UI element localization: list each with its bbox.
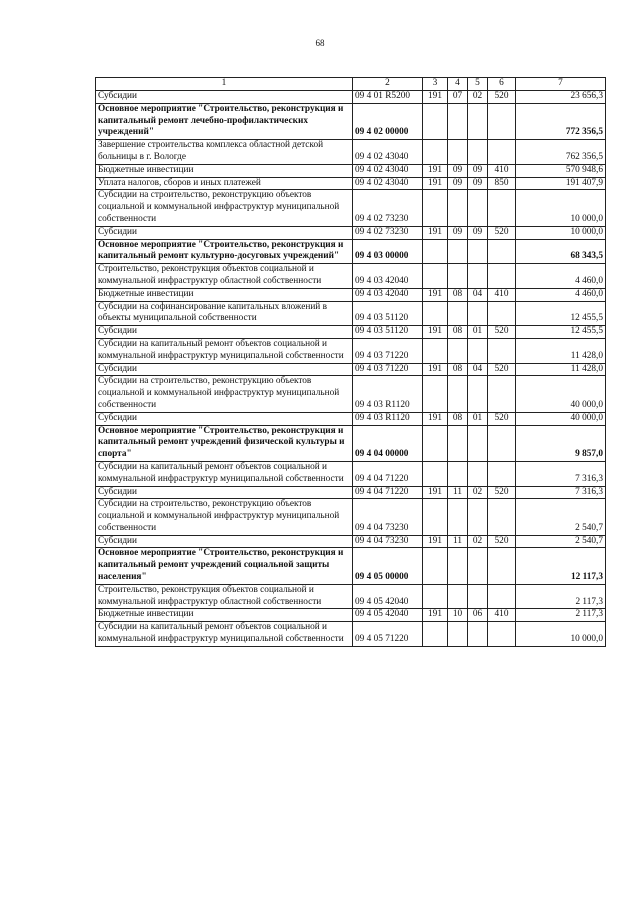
row-amount: 12 455,5 [516, 326, 606, 339]
row-subsection [468, 264, 488, 289]
row-expense-type [488, 264, 516, 289]
row-ministry: 191 [423, 91, 448, 104]
row-subsection [468, 584, 488, 609]
row-subsection [468, 301, 488, 326]
row-ministry: 191 [423, 412, 448, 425]
row-subsection [468, 622, 488, 647]
row-code: 09 4 05 00000 [353, 548, 423, 584]
row-amount: 11 428,0 [516, 363, 606, 376]
row-expense-type: 410 [488, 164, 516, 177]
row-section [448, 461, 468, 486]
row-subsection [468, 461, 488, 486]
row-ministry [423, 548, 448, 584]
row-subsection: 09 [468, 226, 488, 239]
row-code: 09 4 02 00000 [353, 103, 423, 139]
table-row [96, 177, 606, 190]
header-col-1: 1 [96, 78, 353, 91]
row-ministry: 191 [423, 535, 448, 548]
row-subsection: 02 [468, 535, 488, 548]
table-row [96, 190, 606, 226]
row-name: Субсидии на строительство, реконструкцию объектов социальной и коммунальной инфраструктур муниципальной собственности [96, 190, 353, 226]
row-section: 08 [448, 288, 468, 301]
row-expense-type [488, 376, 516, 412]
row-code: 09 4 03 42040 [353, 264, 423, 289]
row-ministry: 191 [423, 609, 448, 622]
row-section [448, 376, 468, 412]
row-expense-type [488, 622, 516, 647]
row-subsection: 04 [468, 288, 488, 301]
row-ministry [423, 622, 448, 647]
row-amount: 12 117,3 [516, 548, 606, 584]
row-expense-type: 520 [488, 91, 516, 104]
row-code: 09 4 04 71220 [353, 486, 423, 499]
row-name: Завершение строительства комплекса областной детской больницы в г. Вологде [96, 140, 353, 165]
row-subsection: 02 [468, 91, 488, 104]
row-ministry [423, 140, 448, 165]
table-row [96, 584, 606, 609]
row-name: Субсидии на капитальный ремонт объектов социальной и коммунальной инфраструктур муниципальной собственности [96, 461, 353, 486]
header-col-6: 6 [488, 78, 516, 91]
table-row [96, 164, 606, 177]
row-amount: 10 000,0 [516, 622, 606, 647]
row-subsection: 02 [468, 486, 488, 499]
row-amount: 4 460,0 [516, 264, 606, 289]
row-expense-type: 520 [488, 326, 516, 339]
row-ministry [423, 338, 448, 363]
row-name: Субсидии [96, 486, 353, 499]
row-expense-type [488, 190, 516, 226]
row-expense-type: 410 [488, 288, 516, 301]
row-name: Субсидии на капитальный ремонт объектов социальной и коммунальной инфраструктур муниципальной собственности [96, 338, 353, 363]
table-row [96, 226, 606, 239]
row-expense-type [488, 461, 516, 486]
row-amount: 68 343,5 [516, 239, 606, 264]
row-name: Субсидии на строительство, реконструкцию объектов социальной и коммунальной инфраструктур муниципальной собственности [96, 499, 353, 535]
row-section [448, 264, 468, 289]
header-col-7: 7 [516, 78, 606, 91]
table-row [96, 622, 606, 647]
row-code: 09 4 05 42040 [353, 609, 423, 622]
row-amount: 40 000,0 [516, 412, 606, 425]
row-code: 09 4 02 43040 [353, 164, 423, 177]
row-ministry [423, 301, 448, 326]
row-ministry [423, 461, 448, 486]
row-expense-type [488, 239, 516, 264]
row-code: 09 4 03 00000 [353, 239, 423, 264]
table-row [96, 535, 606, 548]
row-subsection [468, 376, 488, 412]
row-amount: 570 948,6 [516, 164, 606, 177]
row-subsection [468, 338, 488, 363]
row-amount: 40 000,0 [516, 376, 606, 412]
header-col-3: 3 [423, 78, 448, 91]
row-section [448, 103, 468, 139]
row-expense-type: 520 [488, 363, 516, 376]
row-code: 09 4 03 71220 [353, 338, 423, 363]
row-section [448, 499, 468, 535]
table-header-row [96, 78, 606, 91]
row-code: 09 4 02 43040 [353, 140, 423, 165]
row-name: Субсидии [96, 326, 353, 339]
row-name: Основное мероприятие "Строительство, реконструкция и капитальный ремонт учреждений физической культуры и спорта" [96, 425, 353, 461]
row-ministry [423, 239, 448, 264]
row-name: Бюджетные инвестиции [96, 164, 353, 177]
table-row [96, 486, 606, 499]
header-col-4: 4 [448, 78, 468, 91]
row-ministry [423, 103, 448, 139]
row-subsection: 09 [468, 177, 488, 190]
row-section: 11 [448, 486, 468, 499]
row-name: Субсидии на строительство, реконструкцию объектов социальной и коммунальной инфраструктур муниципальной собственности [96, 376, 353, 412]
budget-table [95, 77, 606, 647]
row-code: 09 4 02 73230 [353, 190, 423, 226]
table-row [96, 461, 606, 486]
row-ministry: 191 [423, 326, 448, 339]
row-subsection [468, 190, 488, 226]
table-row [96, 103, 606, 139]
row-name: Строительство, реконструкция объектов социальной и коммунальной инфраструктур областной собственности [96, 264, 353, 289]
row-section [448, 301, 468, 326]
row-expense-type [488, 103, 516, 139]
row-ministry: 191 [423, 288, 448, 301]
table-row [96, 363, 606, 376]
row-section [448, 425, 468, 461]
row-subsection: 04 [468, 363, 488, 376]
row-section: 10 [448, 609, 468, 622]
row-amount: 191 407,9 [516, 177, 606, 190]
row-subsection [468, 103, 488, 139]
row-ministry [423, 190, 448, 226]
row-subsection [468, 239, 488, 264]
table-row [96, 376, 606, 412]
row-expense-type [488, 499, 516, 535]
row-expense-type [488, 301, 516, 326]
row-amount: 12 455,5 [516, 301, 606, 326]
row-expense-type: 850 [488, 177, 516, 190]
row-amount: 11 428,0 [516, 338, 606, 363]
row-name: Уплата налогов, сборов и иных платежей [96, 177, 353, 190]
row-amount: 2 117,3 [516, 609, 606, 622]
table-row [96, 326, 606, 339]
row-subsection: 06 [468, 609, 488, 622]
row-section: 11 [448, 535, 468, 548]
row-ministry: 191 [423, 164, 448, 177]
row-ministry: 191 [423, 486, 448, 499]
row-amount: 2 540,7 [516, 499, 606, 535]
row-name: Основное мероприятие "Строительство, реконструкция и капитальный ремонт лечебно-профилактических учреждений" [96, 103, 353, 139]
row-amount: 7 316,3 [516, 486, 606, 499]
row-section [448, 140, 468, 165]
row-section: 09 [448, 226, 468, 239]
row-name: Основное мероприятие "Строительство, реконструкция и капитальный ремонт учреждений социальной защиты населения" [96, 548, 353, 584]
table-row [96, 499, 606, 535]
row-subsection [468, 425, 488, 461]
row-amount: 10 000,0 [516, 190, 606, 226]
row-amount: 7 316,3 [516, 461, 606, 486]
row-ministry: 191 [423, 177, 448, 190]
row-code: 09 4 04 00000 [353, 425, 423, 461]
row-code: 09 4 05 71220 [353, 622, 423, 647]
row-name: Субсидии [96, 412, 353, 425]
row-expense-type: 520 [488, 226, 516, 239]
row-section [448, 338, 468, 363]
header-col-5: 5 [468, 78, 488, 91]
row-ministry [423, 376, 448, 412]
row-code: 09 4 03 R1120 [353, 376, 423, 412]
row-code: 09 4 03 R1120 [353, 412, 423, 425]
row-expense-type: 520 [488, 412, 516, 425]
row-subsection: 01 [468, 326, 488, 339]
row-section: 07 [448, 91, 468, 104]
row-amount: 2 117,3 [516, 584, 606, 609]
table-row [96, 548, 606, 584]
row-amount: 10 000,0 [516, 226, 606, 239]
row-amount: 9 857,0 [516, 425, 606, 461]
row-amount: 772 356,5 [516, 103, 606, 139]
row-ministry [423, 425, 448, 461]
row-amount: 23 656,3 [516, 91, 606, 104]
row-code: 09 4 01 R5200 [353, 91, 423, 104]
row-code: 09 4 05 42040 [353, 584, 423, 609]
row-name: Строительство, реконструкция объектов социальной и коммунальной инфраструктур областной собственности [96, 584, 353, 609]
row-expense-type: 520 [488, 486, 516, 499]
table-row [96, 301, 606, 326]
row-section: 09 [448, 177, 468, 190]
row-ministry [423, 499, 448, 535]
row-subsection: 01 [468, 412, 488, 425]
table-row [96, 412, 606, 425]
row-name: Субсидии [96, 535, 353, 548]
row-amount: 2 540,7 [516, 535, 606, 548]
header-col-2: 2 [353, 78, 423, 91]
row-section [448, 622, 468, 647]
row-section: 08 [448, 412, 468, 425]
table-row [96, 338, 606, 363]
row-subsection [468, 140, 488, 165]
row-expense-type: 410 [488, 609, 516, 622]
table-row [96, 609, 606, 622]
table-row [96, 264, 606, 289]
row-section [448, 239, 468, 264]
row-expense-type [488, 548, 516, 584]
row-code: 09 4 03 51120 [353, 301, 423, 326]
row-expense-type: 520 [488, 535, 516, 548]
row-name: Субсидии [96, 91, 353, 104]
row-code: 09 4 02 73230 [353, 226, 423, 239]
table-row [96, 239, 606, 264]
table-row [96, 425, 606, 461]
row-section [448, 190, 468, 226]
row-subsection [468, 548, 488, 584]
row-name: Субсидии [96, 226, 353, 239]
row-name: Бюджетные инвестиции [96, 609, 353, 622]
row-name: Бюджетные инвестиции [96, 288, 353, 301]
row-section: 09 [448, 164, 468, 177]
table-row [96, 91, 606, 104]
row-name: Основное мероприятие "Строительство, реконструкция и капитальный ремонт культурно-досуговых учреждений" [96, 239, 353, 264]
row-code: 09 4 03 42040 [353, 288, 423, 301]
row-name: Субсидии на капитальный ремонт объектов социальной и коммунальной инфраструктур муниципальной собственности [96, 622, 353, 647]
row-ministry [423, 264, 448, 289]
table-row [96, 140, 606, 165]
row-code: 09 4 04 71220 [353, 461, 423, 486]
row-expense-type [488, 425, 516, 461]
row-code: 09 4 04 73230 [353, 499, 423, 535]
row-ministry: 191 [423, 226, 448, 239]
page-number: 68 [315, 38, 325, 48]
row-code: 09 4 03 51120 [353, 326, 423, 339]
table-row [96, 288, 606, 301]
row-amount: 4 460,0 [516, 288, 606, 301]
row-ministry [423, 584, 448, 609]
row-subsection: 09 [468, 164, 488, 177]
row-name: Субсидии на софинансирование капитальных вложений в объекты муниципальной собственности [96, 301, 353, 326]
row-subsection [468, 499, 488, 535]
row-code: 09 4 02 43040 [353, 177, 423, 190]
row-code: 09 4 03 71220 [353, 363, 423, 376]
row-amount: 762 356,5 [516, 140, 606, 165]
row-name: Субсидии [96, 363, 353, 376]
row-ministry: 191 [423, 363, 448, 376]
row-section [448, 584, 468, 609]
row-expense-type [488, 140, 516, 165]
row-section: 08 [448, 326, 468, 339]
row-section: 08 [448, 363, 468, 376]
row-section [448, 548, 468, 584]
row-expense-type [488, 338, 516, 363]
row-code: 09 4 04 73230 [353, 535, 423, 548]
row-expense-type [488, 584, 516, 609]
